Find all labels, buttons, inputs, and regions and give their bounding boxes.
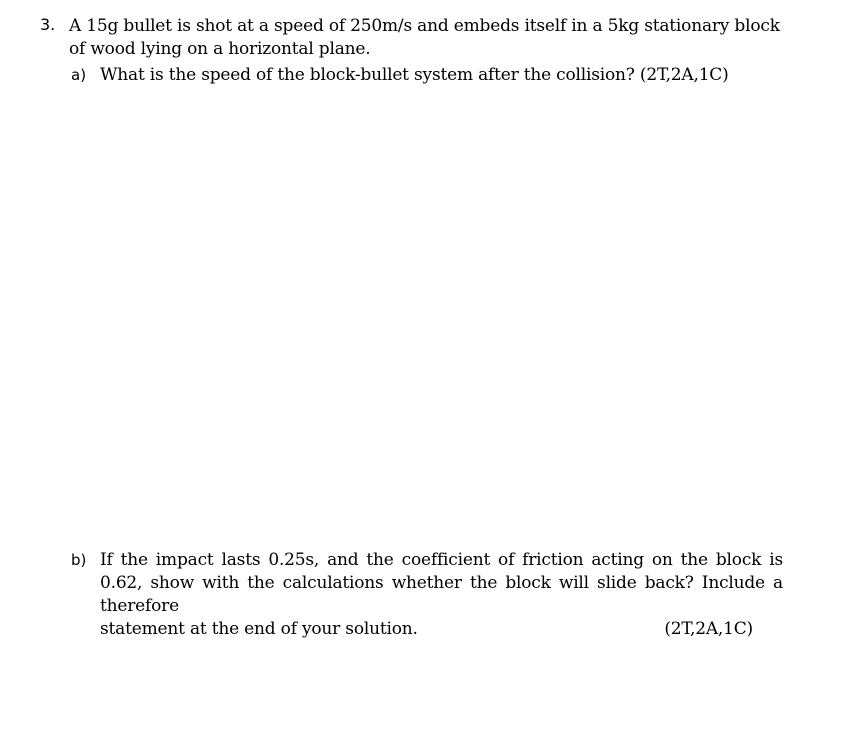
part-a-label: a) (71, 66, 87, 84)
question-number: 3. (40, 15, 56, 34)
part-a-question: What is the speed of the block-bullet system after the collision? (2T,2A,1C) (100, 65, 729, 85)
part-b-marks: (2T,2A,1C) (664, 619, 753, 639)
part-b-question-body: If the impact lasts 0.25s, and the coefficient of friction acting on the block is 0.62, show with the calculations whether the block will slide back? Include a therefore (100, 550, 783, 616)
question-stem: A 15g bullet is shot at a speed of 250m/s and embeds itself in a 5kg stationary block of wood lying on a horizontal plane. (69, 16, 780, 59)
part-b-question (100, 549, 783, 641)
part-b-last-line (100, 618, 783, 641)
part-b-question-end: statement at the end of your solution. (100, 619, 418, 639)
part-b-label: b) (71, 551, 87, 569)
